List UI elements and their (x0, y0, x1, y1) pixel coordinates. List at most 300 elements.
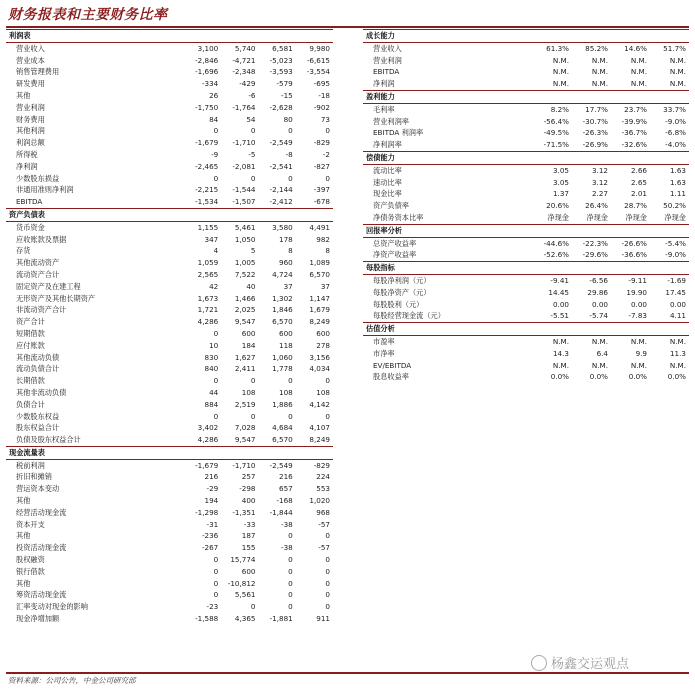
row-value: 3.05 (552, 177, 569, 187)
table-row (6, 589, 333, 601)
table-row (6, 601, 333, 613)
row-value: -1,298 (195, 507, 219, 517)
table-row (6, 221, 333, 233)
row-label: 营业利润 (373, 55, 402, 65)
row-value: -678 (313, 197, 330, 207)
row-value: 2,025 (234, 305, 256, 315)
table-row (6, 316, 333, 328)
row-value: 33.7% (663, 104, 686, 114)
row-value: -1,881 (269, 614, 293, 624)
row-value: -2,465 (195, 161, 219, 171)
row-value: 118 (279, 340, 293, 350)
section-title: 利润表 (6, 30, 333, 43)
page-title: 财务报表和主要财务比率 (8, 7, 168, 23)
row-value: 3,100 (197, 43, 219, 53)
row-label: 非流动资产合计 (16, 305, 67, 315)
row-value: -1,351 (232, 507, 256, 517)
row-value: 4,724 (272, 269, 293, 279)
section-header (363, 151, 689, 164)
row-value: 3.12 (591, 165, 608, 175)
row-value: 14.45 (548, 287, 569, 297)
row-value: 51.7% (663, 43, 686, 53)
row-label: 所得税 (16, 149, 38, 159)
table-row (363, 103, 689, 115)
row-value: 347 (204, 234, 219, 244)
row-value: -71.5% (543, 140, 569, 150)
row-value: -267 (201, 543, 219, 553)
row-value: 73 (320, 114, 330, 124)
row-value: 37 (320, 281, 330, 291)
row-label: 财务费用 (16, 114, 45, 124)
table-row (6, 613, 333, 625)
row-value: -38 (281, 543, 293, 553)
row-value: -38 (281, 519, 293, 529)
row-value: -26.6% (621, 238, 647, 248)
row-label: EBITDA 利润率 (373, 128, 424, 138)
row-value: -36.6% (621, 250, 647, 260)
row-label: 银行借款 (16, 566, 45, 576)
row-value: -397 (313, 185, 330, 195)
table-row (363, 212, 689, 224)
wechat-icon (531, 655, 547, 671)
row-value: 19.90 (626, 287, 647, 297)
row-value: 0 (250, 602, 256, 612)
row-value: -1,507 (232, 197, 256, 207)
row-value: -5.4% (665, 238, 686, 248)
row-value: N.M. (630, 55, 647, 65)
row-value: 0 (250, 126, 256, 136)
row-value: N.M. (630, 79, 647, 89)
row-value: 257 (241, 472, 256, 482)
table-row (363, 55, 689, 67)
row-value: 5,740 (234, 43, 256, 53)
section-title: 每股指标 (363, 262, 689, 275)
table-row (6, 375, 333, 387)
row-value: 0 (325, 411, 330, 421)
row-value: N.M. (591, 336, 608, 346)
section-header (363, 262, 689, 275)
right-table (363, 29, 689, 383)
table-row (363, 299, 689, 311)
row-value: 8 (325, 246, 330, 256)
section-title: 成长能力 (363, 30, 689, 43)
row-value: -829 (313, 138, 330, 148)
table-row (6, 90, 333, 102)
row-value: 1,050 (234, 234, 256, 244)
row-value: -4.0% (665, 140, 686, 150)
row-value: 1,466 (234, 293, 256, 303)
row-value: -2,081 (232, 161, 256, 171)
table-row (6, 304, 333, 316)
row-value: -9.0% (665, 250, 686, 260)
table-row (363, 139, 689, 151)
row-value: N.M. (591, 55, 608, 65)
table-row (6, 495, 333, 507)
row-value: -33 (243, 519, 256, 529)
row-label: 净债务资本比率 (373, 212, 424, 222)
row-value: -2,549 (269, 460, 293, 470)
row-value: 0 (325, 590, 330, 600)
row-label: 销售管理费用 (16, 67, 60, 77)
row-label: 其他 (16, 496, 31, 506)
row-value: 553 (316, 484, 330, 494)
row-value: 0 (288, 578, 293, 588)
row-value: 194 (204, 496, 219, 506)
row-label: 净利润 (373, 79, 395, 89)
row-value: 2.27 (591, 189, 608, 199)
row-value: 884 (204, 399, 219, 409)
row-value: 1,673 (197, 293, 219, 303)
row-value: N.M. (669, 360, 686, 370)
row-value: -8 (285, 149, 293, 159)
row-value: 178 (279, 234, 293, 244)
row-value: 2.65 (630, 177, 647, 187)
table-row (6, 340, 333, 352)
table-row (6, 530, 333, 542)
row-label: 净利润率 (373, 140, 402, 150)
row-value: N.M. (669, 79, 686, 89)
table-row (6, 578, 333, 590)
row-value: N.M. (552, 336, 569, 346)
row-value: 4,491 (309, 222, 330, 232)
row-value: 9,547 (234, 317, 256, 327)
row-value: 37 (283, 281, 293, 291)
row-value: 0 (288, 602, 293, 612)
row-value: 600 (241, 566, 256, 576)
row-value: -1,534 (195, 197, 219, 207)
row-value: 1,020 (309, 496, 330, 506)
row-value: 0 (325, 126, 330, 136)
row-value: 2,411 (234, 364, 256, 374)
table-row (6, 363, 333, 375)
row-value: 187 (241, 531, 256, 541)
row-value: 29.86 (587, 287, 608, 297)
row-value: 0.0% (667, 372, 686, 382)
row-value: -30.7% (582, 116, 608, 126)
row-value: 960 (279, 258, 293, 268)
row-value: -5,023 (269, 55, 293, 65)
row-value: 26 (209, 90, 219, 100)
row-value: -1,679 (195, 460, 219, 470)
row-value: 224 (316, 472, 330, 482)
row-value: -57 (318, 519, 330, 529)
row-value: 0 (325, 376, 330, 386)
row-value: 9,980 (309, 43, 330, 53)
row-value: -29.6% (582, 250, 608, 260)
row-value: 0.00 (552, 299, 569, 309)
row-value: 0 (213, 376, 219, 386)
row-value: -827 (313, 161, 330, 171)
row-value: 9.9 (635, 348, 647, 358)
row-value: 657 (279, 484, 293, 494)
row-value: 1,886 (272, 399, 293, 409)
table-row (6, 387, 333, 399)
row-value: 14.3 (552, 348, 569, 358)
row-value: 1.37 (552, 189, 569, 199)
row-value: 0 (325, 578, 330, 588)
table-row (6, 102, 333, 114)
section-title: 偿债能力 (363, 151, 689, 164)
row-value: 1,679 (309, 305, 330, 315)
row-label: 流动比率 (373, 165, 402, 175)
row-value: 4 (213, 246, 219, 256)
row-value: -334 (201, 79, 219, 89)
row-label: EV/EBITDA (373, 360, 412, 370)
row-label: 净利润 (16, 161, 38, 171)
row-value: N.M. (669, 67, 686, 77)
row-value: -29 (206, 484, 219, 494)
row-value: 0 (213, 566, 219, 576)
row-value: -2,628 (269, 102, 293, 112)
table-row (6, 328, 333, 340)
row-value: -26.3% (582, 128, 608, 138)
row-value: 1,059 (197, 258, 219, 268)
row-value: -49.5% (543, 128, 569, 138)
row-value: 7,028 (234, 423, 256, 433)
table-row (6, 399, 333, 411)
table-row (6, 149, 333, 161)
row-label: 每股股利（元） (373, 299, 424, 309)
table-row (6, 184, 333, 196)
row-value: -3,554 (306, 67, 330, 77)
row-value: -4,721 (232, 55, 256, 65)
row-label: 存货 (16, 246, 31, 256)
row-value: 2.66 (630, 165, 647, 175)
row-value: 278 (316, 340, 330, 350)
row-value: 6,570 (272, 317, 293, 327)
row-value: -15 (281, 90, 293, 100)
row-value: -2,412 (269, 197, 293, 207)
row-value: N.M. (552, 55, 569, 65)
section-header (363, 30, 689, 43)
left-financial-statements (6, 29, 333, 625)
row-value: 8 (288, 246, 293, 256)
row-value: -44.6% (543, 238, 569, 248)
table-row (6, 234, 333, 246)
row-label: 负债合计 (16, 399, 45, 409)
row-value: -6.56 (589, 275, 608, 285)
section-title: 估值分析 (363, 323, 689, 336)
row-value: 20.6% (546, 201, 569, 211)
row-value: 3.05 (552, 165, 569, 175)
row-value: -9.0% (665, 116, 686, 126)
row-value: -9.11 (628, 275, 647, 285)
row-value: 0.00 (669, 299, 686, 309)
row-value: 840 (204, 364, 219, 374)
row-value: 600 (279, 328, 293, 338)
section-header (363, 323, 689, 336)
table-row (363, 200, 689, 212)
row-label: 毛利率 (373, 104, 395, 114)
table-row (363, 78, 689, 90)
row-value: 0 (213, 555, 219, 565)
row-value: -1,588 (195, 614, 219, 624)
row-label: 其他 (16, 531, 31, 541)
row-value: 净现金 (664, 212, 686, 222)
row-value: 8,249 (309, 435, 330, 445)
row-value: -6,615 (306, 55, 330, 65)
row-value: 0 (213, 126, 219, 136)
row-value: 0 (213, 578, 219, 588)
row-value: 1,627 (234, 352, 256, 362)
row-label: 应付账款 (16, 340, 45, 350)
row-label: 营业利润 (16, 102, 45, 112)
table-row (6, 411, 333, 423)
row-label: 现金净增加额 (16, 614, 60, 624)
row-label: 固定资产及在建工程 (16, 281, 81, 291)
row-value: 600 (316, 328, 330, 338)
row-label: 营运资本变动 (16, 484, 60, 494)
row-value: 6.4 (596, 348, 608, 358)
row-value: 2,565 (197, 269, 219, 279)
row-value: -18 (318, 90, 330, 100)
table-row (6, 125, 333, 137)
row-value: 0 (288, 566, 293, 576)
row-label: 短期借款 (16, 328, 45, 338)
row-value: 0 (325, 566, 330, 576)
table-row (6, 352, 333, 364)
section-header (6, 208, 333, 221)
section-title: 回报率分析 (363, 224, 689, 237)
table-row (6, 196, 333, 208)
row-value: 4,286 (197, 317, 219, 327)
row-label: 股权融资 (16, 555, 45, 565)
row-value: 1.63 (669, 165, 686, 175)
row-label: 利润总额 (16, 138, 45, 148)
row-value: N.M. (669, 55, 686, 65)
row-value: 6,581 (272, 43, 293, 53)
table-row (363, 274, 689, 286)
row-value: -2 (322, 149, 330, 159)
section-title: 资产负债表 (6, 208, 333, 221)
row-value: -6.8% (665, 128, 686, 138)
table-row (6, 257, 333, 269)
row-label: 非通用准则净利润 (16, 185, 74, 195)
row-value: 108 (316, 387, 330, 397)
row-label: 研发费用 (16, 79, 45, 89)
row-label: 现金比率 (373, 189, 402, 199)
row-value: 1,155 (197, 222, 219, 232)
row-value: N.M. (630, 360, 647, 370)
row-value: -36.7% (621, 128, 647, 138)
row-value: 26.4% (585, 201, 608, 211)
table-row (6, 519, 333, 531)
row-label: 流动负债合计 (16, 364, 60, 374)
row-value: 0 (288, 376, 293, 386)
row-value: 42 (209, 281, 219, 291)
row-label: EBITDA (373, 67, 400, 77)
left-table (6, 29, 333, 625)
row-label: 少数股东损益 (16, 173, 60, 183)
row-value: 9,547 (234, 435, 256, 445)
row-label: 其他利润 (16, 126, 45, 136)
row-label: 其他非流动负债 (16, 387, 67, 397)
row-value: -26.9% (582, 140, 608, 150)
row-value: -236 (201, 531, 219, 541)
row-value: -1,844 (269, 507, 293, 517)
table-row (6, 293, 333, 305)
row-value: 108 (241, 387, 256, 397)
row-value: 4,684 (272, 423, 293, 433)
row-value: N.M. (591, 360, 608, 370)
row-value: -3,593 (269, 67, 293, 77)
row-value: -10,812 (227, 578, 256, 588)
row-value: -9 (211, 149, 219, 159)
row-value: 1,721 (197, 305, 219, 315)
row-value: 17.7% (585, 104, 608, 114)
row-label: 股东权益合计 (16, 423, 60, 433)
table-row (6, 566, 333, 578)
row-label: 速动比率 (373, 177, 402, 187)
table-row (6, 459, 333, 471)
row-value: -2,348 (232, 67, 256, 77)
row-value: N.M. (591, 79, 608, 89)
row-value: 982 (316, 234, 330, 244)
row-value: 15,774 (230, 555, 256, 565)
row-value: 84 (209, 114, 219, 124)
row-label: 资产合计 (16, 317, 45, 327)
row-value: 4,107 (309, 423, 330, 433)
row-label: 其他流动资产 (16, 258, 60, 268)
table-row (6, 554, 333, 566)
row-value: 0 (213, 173, 219, 183)
source-note: 资料来源：公司公告，中金公司研究部 (8, 676, 136, 685)
row-value: 0 (288, 126, 293, 136)
row-value: 54 (246, 114, 256, 124)
row-value: 44 (209, 387, 219, 397)
title-rule (6, 26, 689, 28)
row-label: EBITDA (16, 197, 43, 207)
watermark (531, 653, 629, 672)
row-value: 0 (250, 173, 256, 183)
row-value: 14.6% (624, 43, 647, 53)
row-value: 216 (279, 472, 293, 482)
row-value: 2,519 (234, 399, 256, 409)
row-label: 负债及股东权益合计 (16, 435, 81, 445)
row-label: 每股净利润（元） (373, 275, 431, 285)
row-value: 600 (241, 328, 256, 338)
row-value: -23 (206, 602, 219, 612)
row-label: 税前利润 (16, 460, 45, 470)
row-value: 8.2% (550, 104, 569, 114)
table-row (6, 55, 333, 67)
row-value: -2,215 (195, 185, 219, 195)
right-financial-ratios (363, 29, 689, 383)
table-row (363, 66, 689, 78)
row-value: 4,286 (197, 435, 219, 445)
row-value: 911 (316, 614, 330, 624)
row-label: 每股经营现金流（元） (373, 311, 445, 321)
row-value: 17.45 (665, 287, 686, 297)
section-title: 盈利能力 (363, 90, 689, 103)
table-row (363, 335, 689, 347)
row-value: 0 (325, 602, 330, 612)
row-value: 0 (213, 411, 219, 421)
table-row (6, 42, 333, 54)
row-value: -7.83 (628, 311, 647, 321)
row-label: 汇率变动对现金的影响 (16, 602, 88, 612)
row-value: 0 (288, 555, 293, 565)
row-value: N.M. (552, 79, 569, 89)
row-value: -1,679 (195, 138, 219, 148)
row-value: 0 (213, 590, 219, 600)
row-value: 1,302 (272, 293, 293, 303)
row-value: 0.0% (589, 372, 608, 382)
table-row (363, 360, 689, 372)
row-value: N.M. (552, 67, 569, 77)
table-row (363, 116, 689, 128)
table-row (6, 507, 333, 519)
